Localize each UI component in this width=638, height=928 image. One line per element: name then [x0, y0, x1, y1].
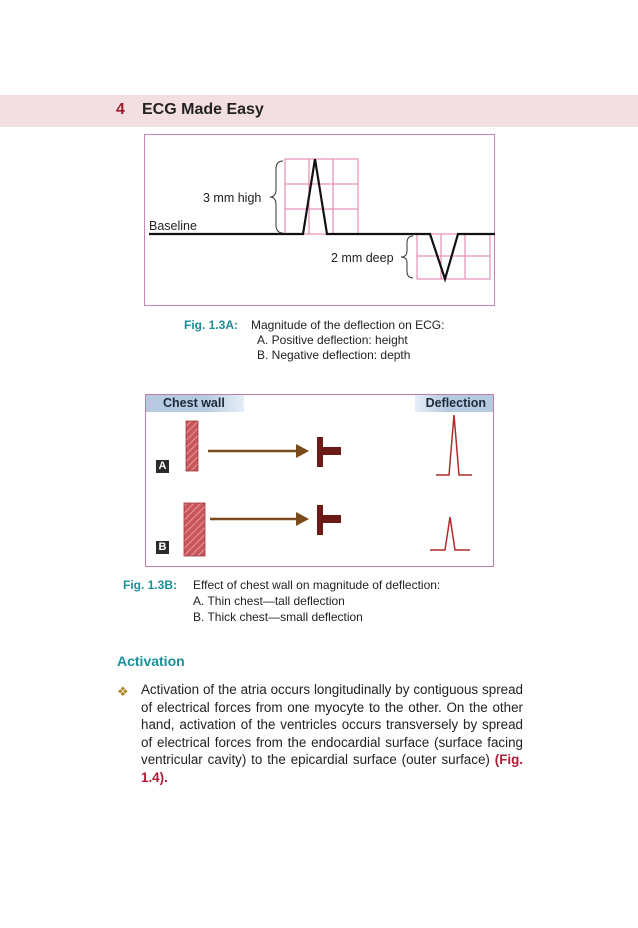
row-badge-a: A	[156, 460, 169, 473]
caption-label: Fig. 1.3A:	[184, 318, 239, 332]
label-3mm-high: 3 mm high	[203, 191, 262, 205]
row-badge-b: B	[156, 541, 169, 554]
caption-title: Magnitude of the deflection on ECG:	[251, 318, 445, 332]
caption-item-b: B. Negative deflection: depth	[257, 348, 411, 362]
thin-chest-wall	[186, 421, 198, 471]
book-title: ECG Made Easy	[142, 101, 264, 118]
electrode-b-icon	[317, 505, 341, 535]
caption-item-a: A. Thin chest—tall deflection	[193, 594, 345, 608]
label-baseline: Baseline	[149, 219, 197, 233]
electrode-a-icon	[317, 437, 341, 467]
label-2mm-deep: 2 mm deep	[331, 251, 394, 265]
tall-deflection	[436, 415, 472, 475]
paragraph-text: Activation of the atria occurs longitudinally by contiguous spread of electrical forces from one myocyte to the other. On the other hand, activation of the ventricles occurs transversely by spread of electrical forces from the endocardial surface (surface facing ventricular cavity) to the epicardial surface (outer surface)	[141, 682, 523, 767]
caption-item-a: A. Positive deflection: height	[257, 333, 408, 347]
thick-chest-wall	[184, 503, 205, 556]
ecg-trace	[149, 159, 495, 279]
chest-wall-diagram	[146, 395, 495, 568]
running-header	[0, 95, 638, 127]
column-header-deflection: Deflection	[415, 395, 493, 412]
figure-1-3a	[144, 134, 495, 306]
caption-label: Fig. 1.3B:	[123, 578, 178, 592]
column-header-chest-wall: Chest wall	[146, 395, 244, 412]
arrow-b-head	[296, 512, 309, 526]
section-heading: Activation	[117, 653, 185, 669]
diamond-bullet-icon: ❖	[117, 684, 129, 699]
page-number: 4	[116, 101, 125, 118]
brace-3mm	[270, 161, 283, 233]
ecg-deflection-diagram	[145, 135, 496, 307]
figure-reference-link[interactable]: (Fig. 1.4).	[141, 752, 523, 785]
figure-1-3a-caption	[184, 317, 504, 367]
small-deflection	[430, 517, 470, 550]
brace-2mm	[401, 236, 413, 278]
body-paragraph	[141, 681, 523, 786]
figure-1-3b	[145, 394, 494, 567]
figure-1-3b-caption	[123, 577, 503, 627]
caption-title: Effect of chest wall on magnitude of deflection:	[193, 578, 441, 592]
caption-item-b: B. Thick chest—small deflection	[193, 610, 363, 624]
lower-grid	[417, 234, 490, 279]
arrow-a-head	[296, 444, 309, 458]
